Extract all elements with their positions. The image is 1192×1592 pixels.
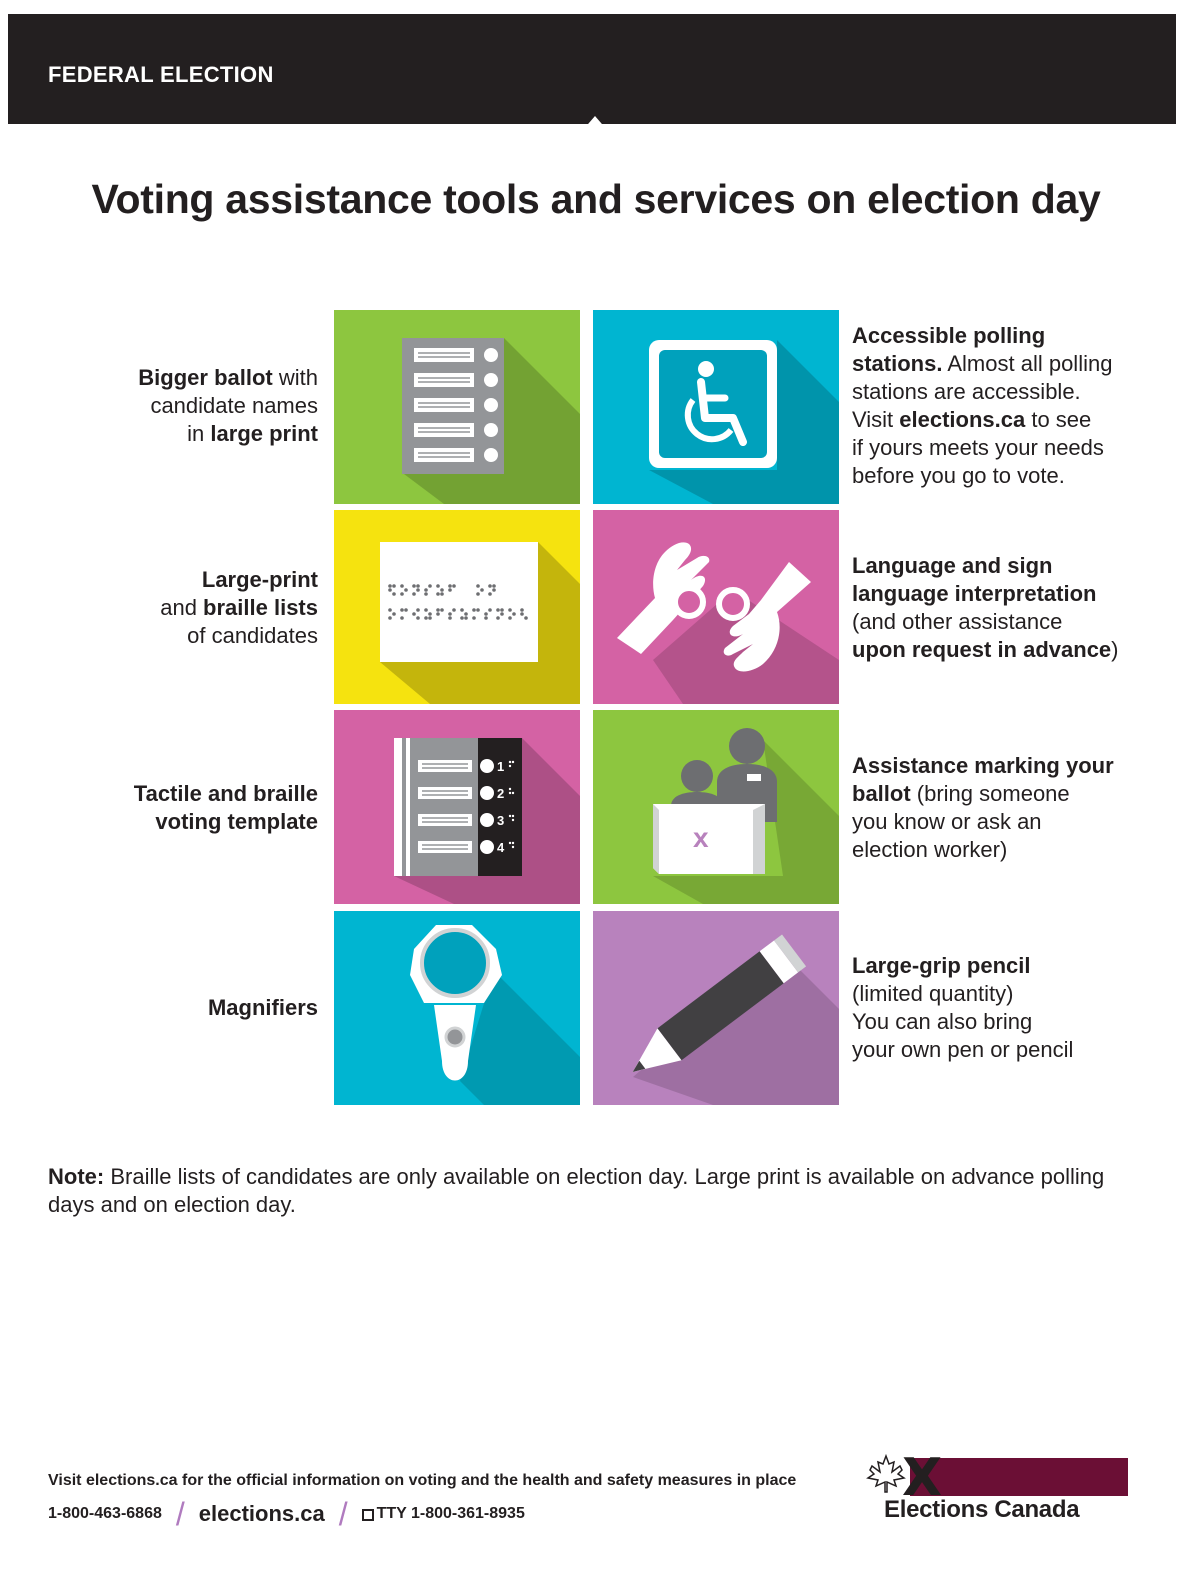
note: Note: Braille lists of candidates are only available on election day. Large print is available on advance polling days and on election day. — [48, 1164, 1105, 1217]
tactile-template-icon — [334, 710, 580, 904]
tile-large-print — [334, 510, 580, 704]
label-accessible: Accessible polling stations. Almost all polling stations are accessible. Visit elections.ca to see if yours meets your needs before you go to vote. — [852, 323, 1113, 488]
tty-icon — [362, 1509, 374, 1521]
website-link[interactable]: elections.ca — [198, 1501, 325, 1526]
template-number: 4 — [497, 840, 505, 855]
tile-bigger-ballot — [334, 310, 580, 504]
tile-language — [593, 510, 839, 704]
pencil-icon — [593, 911, 839, 1105]
maple-leaf-icon — [866, 1454, 906, 1494]
header-notch — [576, 116, 614, 138]
template-number: 3 — [497, 813, 505, 828]
tile-magnifiers — [334, 911, 580, 1105]
magnifier-icon — [334, 911, 580, 1105]
template-number: 1 — [497, 759, 505, 774]
logo-x-mark: X — [902, 1448, 943, 1508]
label-magnifiers: Magnifiers — [207, 995, 318, 1020]
logo-bar — [910, 1458, 1128, 1496]
header-bar — [8, 14, 1176, 124]
ballot-icon — [334, 310, 580, 504]
label-tactile: Tactile and braille voting template — [133, 781, 318, 834]
ballot-box-x-mark: x — [693, 822, 709, 853]
tile-accessible — [593, 310, 839, 504]
label-bigger-ballot: Bigger ballot with candidate names in large print — [138, 365, 318, 446]
elections-canada-logo — [862, 1450, 1130, 1530]
footer-contacts — [48, 1496, 525, 1532]
tile-tactile — [334, 710, 580, 904]
header-title: FEDERAL ELECTION — [48, 62, 274, 87]
divider: / — [338, 1495, 348, 1532]
logo-text: Elections Canada — [884, 1496, 1080, 1523]
tile-pencil — [593, 911, 839, 1105]
tile-assistance — [593, 710, 839, 904]
braille-sheet-icon — [334, 510, 580, 704]
label-large-print: Large-print and braille lists of candidates — [160, 567, 318, 648]
footer-info: Visit elections.ca for the official information on voting and the health and safety measures in place — [48, 1472, 797, 1489]
template-number: 2 — [497, 786, 505, 801]
voting-assistance-icon — [593, 710, 839, 904]
sign-language-hands-icon — [593, 510, 839, 704]
tty-number[interactable]: TTY 1-800-361-8935 — [376, 1505, 525, 1522]
label-language: Language and sign language interpretation (and other assistance upon request in advance) — [852, 553, 1119, 662]
label-pencil: Large-grip pencil (limited quantity) You can also bring your own pen or pencil — [852, 953, 1074, 1062]
phone-number[interactable]: 1-800-463-6868 — [48, 1505, 162, 1522]
divider: / — [175, 1495, 185, 1532]
wheelchair-icon — [593, 310, 839, 504]
page-title: Voting assistance tools and services on election day — [91, 176, 1101, 222]
label-assistance: Assistance marking your ballot (bring someone you know or ask an election worker) — [852, 753, 1114, 862]
